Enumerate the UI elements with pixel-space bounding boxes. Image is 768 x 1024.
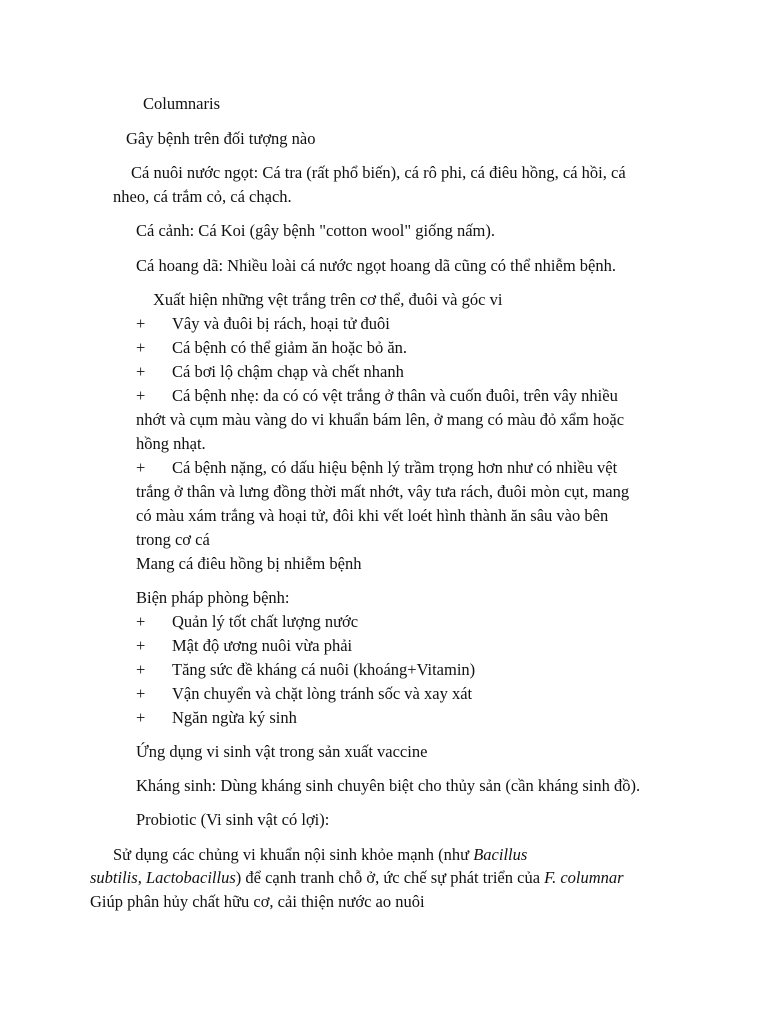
prevention-item: Quản lý tốt chất lượng nước [172, 612, 359, 631]
probiotic-text: ) để cạnh tranh chỗ ở, ức chế sự phát triển của [235, 868, 545, 887]
symptom-mild-cont: hồng nhạt. [136, 434, 206, 453]
bullet-marker: + [136, 684, 146, 703]
prevention-item: Mật độ ương nuôi vừa phải [172, 636, 353, 655]
vaccine-heading: Ứng dụng vi sinh vật trong sản xuất vaccine [136, 742, 428, 761]
section-target-heading: Gây bệnh trên đối tượng nào [126, 129, 316, 148]
freshwater-line-2: nheo, cá trắm cỏ, cá chạch. [113, 187, 292, 206]
symptom-item: Vây và đuôi bị rách, hoại tử đuôi [172, 314, 390, 333]
symptom-item: Cá bệnh có thể giảm ăn hoặc bỏ ăn. [172, 338, 408, 357]
symptom-severe-cont: có màu xám trắng và hoại tử, đôi khi vết loét hình thành ăn sâu vào bên [136, 506, 609, 525]
bullet-marker: + [136, 458, 146, 477]
ornamental-fish: Cá cảnh: Cá Koi (gây bệnh "cotton wool" giống nấm). [136, 221, 495, 240]
symptom-severe-cont: trong cơ cá [136, 530, 210, 549]
wild-fish: Cá hoang dã: Nhiều loài cá nước ngọt hoang dã cũng có thể nhiễm bệnh. [136, 256, 616, 275]
prevention-item: Tăng sức đề kháng cá nuôi (khoáng+Vitamin) [172, 660, 476, 679]
bullet-marker: + [136, 338, 146, 357]
bullet-marker: + [136, 314, 146, 333]
antibiotic-line: Kháng sinh: Dùng kháng sinh chuyên biệt cho thủy sản (cần kháng sinh đồ). [136, 776, 641, 795]
gill-caption: Mang cá điêu hồng bị nhiễm bệnh [136, 554, 362, 573]
probiotic-detail-line-2 [90, 866, 624, 890]
bullet-marker: + [136, 612, 146, 631]
bullet-marker: + [136, 636, 146, 655]
bacillus-species: subtilis [90, 868, 138, 887]
prevention-heading: Biện pháp phòng bệnh: [136, 588, 290, 607]
lactobacillus-name: Lactobacillus [145, 868, 236, 887]
document-title: Columnaris [143, 94, 220, 113]
symptom-severe: Cá bệnh nặng, có dấu hiệu bệnh lý trầm trọng hơn như có nhiều vệt [172, 458, 618, 477]
f-columnar-name: F. columnar [544, 868, 624, 887]
probiotic-heading: Probiotic (Vi sinh vật có lợi): [136, 810, 330, 829]
bullet-marker: + [136, 708, 146, 727]
prevention-item: Vận chuyển và chặt lòng tránh sốc và xay xát [172, 684, 473, 703]
prevention-item: Ngăn ngừa ký sinh [172, 708, 297, 727]
probiotic-detail-line-3: Giúp phân hủy chất hữu cơ, cải thiện nước ao nuôi [90, 892, 425, 911]
bullet-marker: + [136, 362, 146, 381]
symptom-mild-cont: nhớt và cụm màu vàng do vi khuẩn bám lên, ở mang có màu đỏ xẩm hoặc [136, 410, 625, 429]
symptom-item: Cá bệnh nhẹ: da có có vệt trắng ở thân và cuốn đuôi, trên vây nhiều [172, 386, 618, 405]
bacillus-genus: Bacillus [473, 845, 528, 864]
symptoms-heading: Xuất hiện những vệt trắng trên cơ thể, đuôi và góc vi [153, 290, 503, 309]
probiotic-text: Sử dụng các chủng vi khuẩn nội sinh khỏe mạnh (như [113, 845, 474, 864]
freshwater-line-1: Cá nuôi nước ngọt: Cá tra (rất phổ biến), cá rô phi, cá điêu hồng, cá hồi, cá [131, 163, 626, 182]
bullet-marker: + [136, 660, 146, 679]
comma-separator: , [137, 868, 146, 887]
bullet-marker: + [136, 386, 146, 405]
symptom-severe-cont: trắng ở thân và lưng đồng thời mất nhớt, vây tưa rách, đuôi mòn cụt, mang [136, 482, 630, 501]
probiotic-detail-line-1 [113, 843, 527, 867]
symptom-item: Cá bơi lộ chậm chạp và chết nhanh [172, 362, 404, 381]
